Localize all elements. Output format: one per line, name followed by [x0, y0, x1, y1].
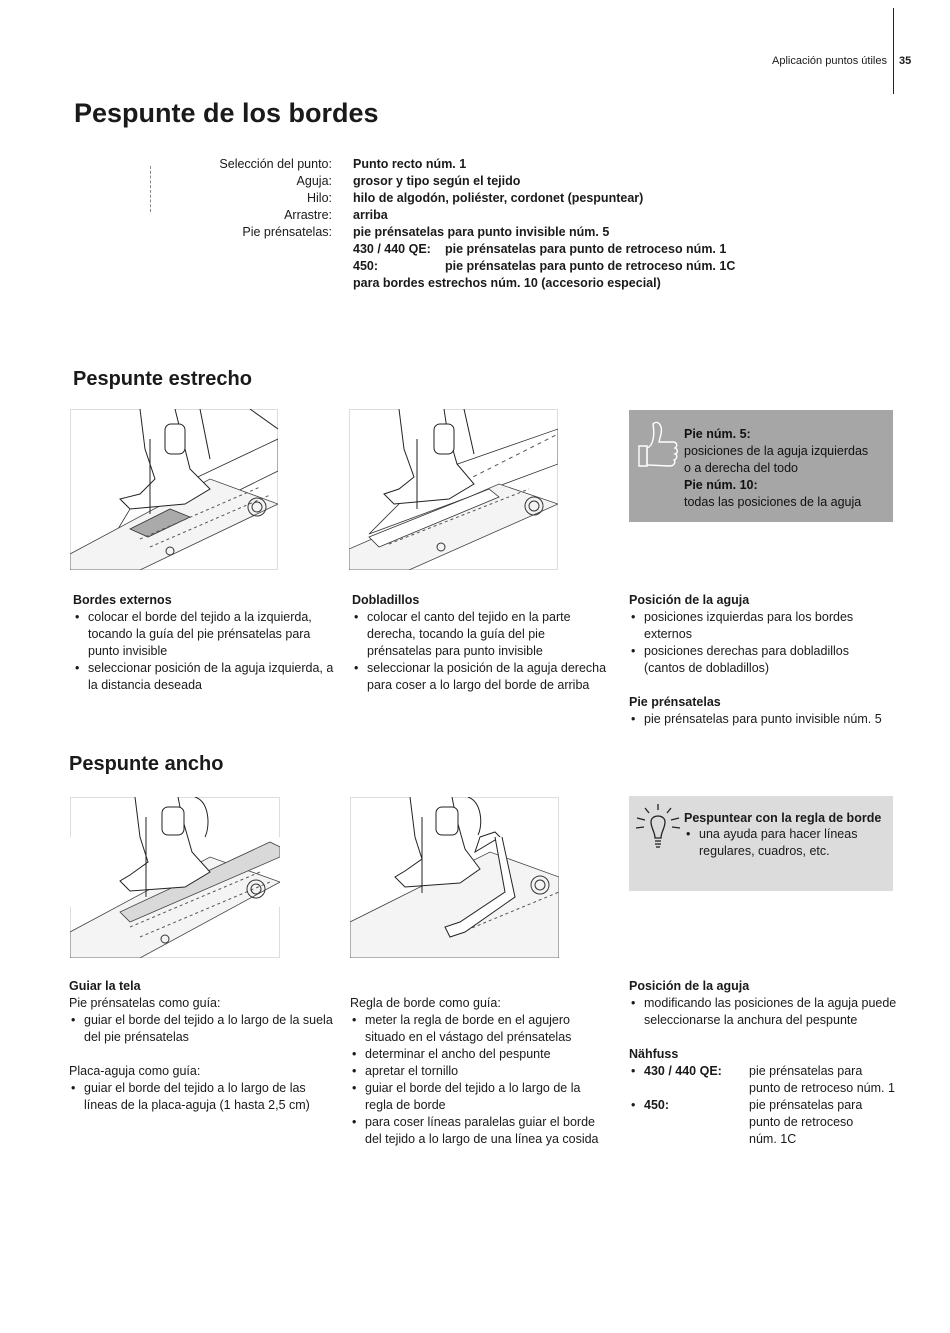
column-title: Dobladillos [352, 593, 420, 607]
list-item: • meter la regla de borde en el agujero situado en el vástago del prénsatelas [350, 1012, 608, 1046]
list-item: • pie prénsatelas para punto invisible núm. 5 [629, 711, 891, 728]
list-item: • colocar el canto del tejido en la parte derecha, tocando la guía del pie prénsatelas para punto invisible [352, 609, 610, 660]
tip-title-foot10: Pie núm. 10: [684, 478, 758, 492]
page-number: 35 [899, 55, 912, 67]
column-title: Guiar la tela [69, 979, 141, 993]
spec-450-value: pie prénsatelas para punto de retroceso núm. 1C [445, 259, 736, 273]
running-header: Aplicación puntos útiles [772, 55, 887, 67]
spec-value: pie prénsatelas para punto invisible núm. 5 [353, 225, 610, 239]
column-edge-guide [350, 995, 608, 1148]
spec-label: Hilo: [306, 191, 332, 205]
spec-430-value: pie prénsatelas para punto de retroceso núm. 1 [445, 242, 727, 256]
spec-430-label: 430 / 440 QE: [353, 242, 431, 256]
tip-edge-text [684, 810, 889, 860]
figure-hems [349, 409, 558, 570]
list-item: • guiar el borde del tejido a lo largo de la suela del pie prénsatelas [69, 1012, 334, 1046]
section-heading-wide: Pespunte ancho [69, 753, 224, 775]
list-item: • modificando las posiciones de la aguja puede seleccionarse la anchura del pespunte [629, 995, 897, 1029]
column-intro: Regla de borde como guía: [350, 996, 501, 1010]
tip-line: posiciones de la aguja izquierdas [684, 444, 869, 458]
column-title: Bordes externos [73, 593, 172, 607]
column-intro: Pie prénsatelas como guía: [69, 996, 221, 1010]
spec-value: Punto recto núm. 1 [353, 157, 467, 171]
model-label: 450: [644, 1098, 670, 1112]
list-item: • determinar el ancho del pespunte [350, 1046, 608, 1063]
list-item: • guiar el borde del tejido a lo largo de la regla de borde [350, 1080, 608, 1114]
column-guide-fabric [69, 978, 334, 1114]
page-title: Pespunte de los bordes [74, 98, 379, 128]
column-needle-position-wide [629, 978, 897, 1148]
tip-line: o a derecha del todo [684, 461, 798, 475]
list-item: • seleccionar la posición de la aguja derecha para coser a lo largo del borde de arriba [352, 660, 610, 694]
list-item: • una ayuda para hacer líneas regulares, cuadros, etc. [684, 826, 889, 860]
section-heading-narrow: Pespunte estrecho [73, 368, 252, 390]
model-value: punto de retroceso núm. 1 [749, 1081, 895, 1095]
list-item: • apretar el tornillo [350, 1063, 608, 1080]
column-title: Posición de la aguja [629, 593, 750, 607]
list-item: • guiar el borde del tejido a lo largo de las líneas de la placa-aguja (1 hasta 2,5 cm) [69, 1080, 334, 1114]
spec-value: arriba [353, 208, 388, 222]
model-value: pie prénsatelas para [749, 1098, 863, 1112]
column-intro: Placa-aguja como guía: [69, 1064, 201, 1078]
list-item: • posiciones derechas para dobladillos (cantos de dobladillos) [629, 643, 891, 677]
column-hems [352, 592, 610, 694]
spec-label: Aguja: [296, 174, 332, 188]
spec-table [0, 156, 950, 296]
thumbs-up-icon [635, 416, 681, 470]
column-outer-edges [73, 592, 338, 694]
tip-title-foot5: Pie núm. 5: [684, 427, 751, 441]
column-title: Posición de la aguja [629, 979, 750, 993]
spec-label: Selección del punto: [219, 157, 332, 171]
spec-label: Arrastre: [284, 208, 332, 222]
list-item: • seleccionar posición de la aguja izquierda, a la distancia deseada [73, 660, 338, 694]
list-item: • colocar el borde del tejido a la izquierda, tocando la guía del pie prénsatelas para punto invisible [73, 609, 338, 660]
lightbulb-icon [631, 800, 683, 860]
list-item: • posiciones izquierdas para los bordes externos [629, 609, 891, 643]
model-value: núm. 1C [749, 1132, 797, 1146]
model-value: punto de retroceso [749, 1115, 854, 1129]
presser-foot-table: • 430 / 440 QE: pie prénsatelas para punto de retroceso núm. 1 • 450: pie prénsatelas para punto de retroceso núm. 1C [631, 1064, 895, 1146]
header-rule [893, 8, 894, 94]
model-label: 430 / 440 QE: [644, 1064, 722, 1078]
column-subtitle: Pie prénsatelas [629, 695, 721, 709]
spec-last: para bordes estrechos núm. 10 (accesorio especial) [353, 276, 661, 290]
spec-450-label: 450: [353, 259, 379, 273]
tip-title: Pespuntear con la regla de borde [684, 811, 882, 825]
tip-box-feet [629, 410, 893, 522]
figure-edge-guide [350, 797, 559, 958]
column-needle-position [629, 592, 891, 728]
tip-line: todas las posiciones de la aguja [684, 495, 862, 509]
spec-value: hilo de algodón, poliéster, cordonet (pespuntear) [353, 191, 644, 205]
spec-value: grosor y tipo según el tejido [353, 174, 521, 188]
model-value: pie prénsatelas para [749, 1064, 863, 1078]
figure-foot-guide [70, 797, 280, 958]
figure-outer-edge [70, 409, 278, 570]
column-subtitle: Nähfuss [629, 1047, 679, 1061]
tip-box-edge-guide [629, 796, 893, 891]
list-item: • para coser líneas paralelas guiar el borde del tejido a lo largo de una línea ya cosida [350, 1114, 608, 1148]
spec-label: Pie prénsatelas: [242, 225, 332, 239]
